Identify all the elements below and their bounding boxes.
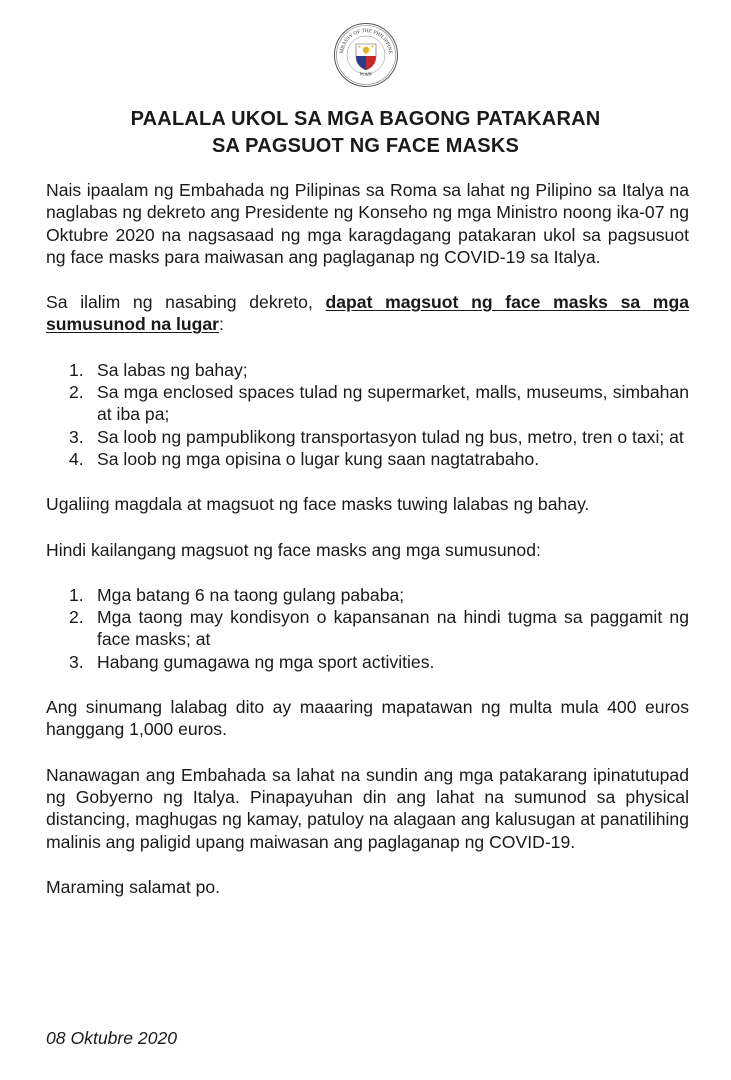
list-item-text: Sa labas ng bahay; [97,359,248,380]
decree-lead: Sa ilalim ng nasabing dekreto, [46,292,326,313]
appeal-paragraph: Nanawagan ang Embahada sa lahat na sundin ang mga patakarang ipinatutupad ng Gobyerno ng Italya. Pinapayuhan din ang lahat na sumunod sa physical distancing, maghugas ng kamay, patuloy na alagaan ang kalusugan at panatilihing malinis ang paligid upang maiwasan ang paglaganap ng COVID-19. [46,764,689,852]
list-item-number: 3. [69,426,84,447]
places-list [46,359,689,470]
reminder-paragraph: Ugaliing magdala at magsuot ng face masks tuwing lalabas ng bahay. [46,494,590,515]
decree-tail: : [219,314,224,335]
list-item-number: 2. [69,607,84,628]
list-item [46,426,689,448]
decree-emphasis: dapat magsuot ng face masks sa mga sumusunod na lugar [46,292,689,335]
list-item-text: Habang gumagawa ng mga sport activities. [97,651,435,672]
decree-paragraph [46,291,689,336]
notice-date: 08 Oktubre 2020 [46,1028,178,1048]
list-item [46,448,689,470]
list-item-text: Mga taong may kondisyon o kapansanan na hindi tugma sa paggamit ng face masks; at [97,607,689,650]
embassy-seal-logo [333,22,399,88]
list-item-number: 1. [69,584,84,605]
title-line-1: PAALALA UKOL SA MGA BAGONG PATAKARAN [130,108,601,130]
list-item [46,606,689,651]
seal-text-top: MBASSY OF THE PHILIPPINE [338,27,394,55]
list-item [46,381,689,426]
list-item-number: 1. [69,359,84,380]
title-line-2: SA PAGSUOT NG FACE MASKS [211,135,520,157]
list-item-text: Sa loob ng pampublikong transportasyon tulad ng bus, metro, tren o taxi; at [97,426,684,447]
notice-body [46,179,689,898]
list-item [46,651,689,673]
list-item-text: Sa mga enclosed spaces tulad ng supermarket, malls, museums, simbahan at iba pa; [97,382,689,425]
penalty-paragraph: Ang sinumang lalabag dito ay maaaring mapatawan ng multa mula 400 euros hanggang 1,000 euros. [46,697,689,740]
intro-paragraph: Nais ipaalam ng Embahada ng Pilipinas sa Roma sa lahat ng Pilipino sa Italya na naglabas ng dekreto ang Presidente ng Konseho ng mga Ministro noong ika-07 ng Oktubre 2020 na nagsasaad ng mga karagdagang patakaran ukol sa pagsusuot ng face masks para maiwasan ang paglaganap ng COVID-19 sa Italya. [46,180,689,267]
list-item-number: 3. [69,651,84,672]
seal-text-bottom: ROME [359,70,373,77]
notice-title [0,106,731,160]
list-item-number: 4. [69,448,84,469]
list-item-text: Mga batang 6 na taong gulang pababa; [97,584,405,605]
list-item [46,359,689,381]
closing-line: Maraming salamat po. [46,876,221,897]
list-item-text: Sa loob ng mga opisina o lugar kung saan nagtatrabaho. [97,448,540,469]
list-item [46,584,689,606]
list-item-number: 2. [69,382,84,403]
exemptions-list [46,584,689,673]
exemptions-intro: Hindi kailangang magsuot ng face masks ang mga sumusunod: [46,539,541,560]
